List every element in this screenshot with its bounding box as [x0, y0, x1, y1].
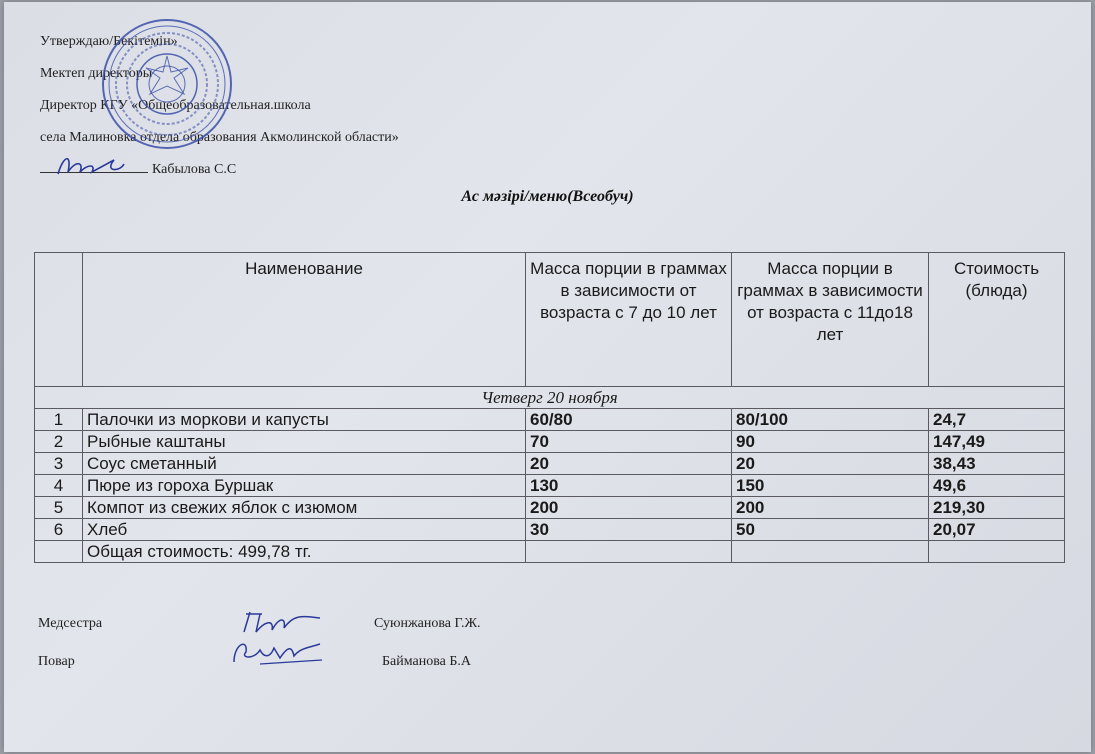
dish-cost: 20,07	[929, 519, 1065, 541]
dish-name: Компот из свежих яблок с изюмом	[83, 497, 526, 519]
dish-name: Палочки из моркови и капусты	[83, 409, 526, 431]
total-empty-cell	[35, 541, 83, 563]
nurse-role: Медсестра	[38, 616, 103, 631]
mass-7-10: 200	[526, 497, 732, 519]
dish-name: Пюре из гороха Буршак	[83, 475, 526, 497]
mass-11-18: 200	[732, 497, 929, 519]
table-row	[35, 409, 1065, 431]
cook-name: Байманова Б.А	[382, 654, 472, 669]
document-sheet	[4, 2, 1091, 752]
row-number: 6	[35, 519, 83, 541]
row-number: 1	[35, 409, 83, 431]
header-name: Наименование	[83, 253, 526, 387]
school-seal	[96, 16, 238, 152]
dish-cost: 49,6	[929, 475, 1065, 497]
approval-line-2: Мектеп директоры	[40, 66, 153, 81]
mass-7-10: 60/80	[526, 409, 732, 431]
table-row	[35, 453, 1065, 475]
header-mass-11-18: Масса порции в граммах в зависимости от возраста с 11до18 лет	[732, 253, 929, 387]
dish-name: Соус сметанный	[83, 453, 526, 475]
menu-title: Ас мәзірі/меню(Всеобуч)	[461, 188, 634, 205]
dish-cost: 147,49	[929, 431, 1065, 453]
mass-11-18: 20	[732, 453, 929, 475]
total-row	[35, 541, 1065, 563]
mass-7-10: 30	[526, 519, 732, 541]
mass-11-18: 90	[732, 431, 929, 453]
total-cost: Общая стоимость: 499,78 тг.	[83, 541, 526, 563]
header-cost: Стоимость (блюда)	[929, 253, 1065, 387]
table-row	[35, 519, 1065, 541]
table-header-row	[35, 253, 1065, 387]
approval-line-3: Директор КГУ «Общеобразовательная.школа	[40, 98, 311, 113]
mass-7-10: 20	[526, 453, 732, 475]
mass-11-18: 50	[732, 519, 929, 541]
cook-role: Повар	[38, 654, 75, 669]
mass-7-10: 130	[526, 475, 732, 497]
row-number: 4	[35, 475, 83, 497]
row-number: 3	[35, 453, 83, 475]
director-name: Кабылова С.С	[152, 162, 237, 177]
table-row	[35, 431, 1065, 453]
dish-name: Рыбные каштаны	[83, 431, 526, 453]
mass-7-10: 70	[526, 431, 732, 453]
mass-11-18: 80/100	[732, 409, 929, 431]
row-number: 2	[35, 431, 83, 453]
day-label: Четверг 20 ноября	[35, 387, 1065, 409]
nurse-name: Суюнжанова Г.Ж.	[374, 616, 481, 631]
approval-line-4: села Малиновка отдела образования Акмолинской области»	[40, 130, 399, 145]
dish-cost: 219,30	[929, 497, 1065, 519]
approval-line-1: Утверждаю/Бекітемін»	[40, 34, 178, 49]
total-empty-cell	[929, 541, 1065, 563]
table-row	[35, 475, 1065, 497]
dish-cost: 38,43	[929, 453, 1065, 475]
menu-table	[34, 252, 1065, 563]
mass-11-18: 150	[732, 475, 929, 497]
cook-signature	[230, 634, 326, 668]
director-signature	[54, 150, 126, 180]
total-empty-cell	[732, 541, 929, 563]
row-number: 5	[35, 497, 83, 519]
table-row	[35, 497, 1065, 519]
header-number	[35, 253, 83, 387]
total-empty-cell	[526, 541, 732, 563]
dish-cost: 24,7	[929, 409, 1065, 431]
day-row	[35, 387, 1065, 409]
header-mass-7-10: Масса порции в граммах в зависимости от возраста с 7 до 10 лет	[526, 253, 732, 387]
dish-name: Хлеб	[83, 519, 526, 541]
